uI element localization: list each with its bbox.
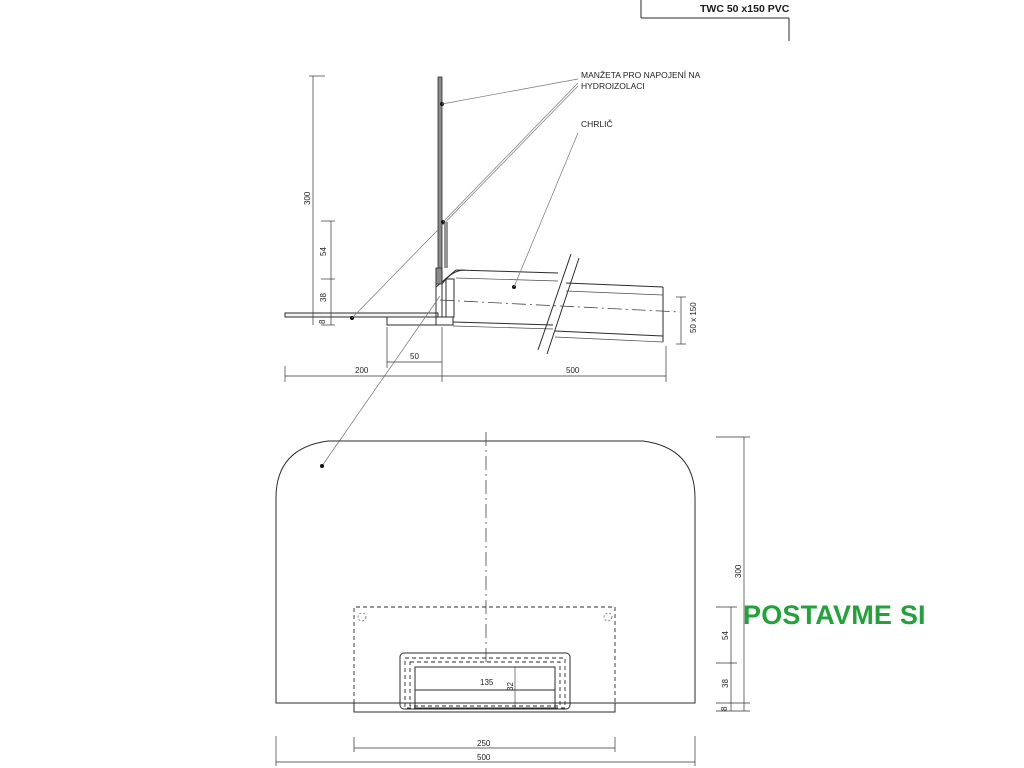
dim-plan-500: 500 xyxy=(477,753,491,762)
dim-plan-54: 54 xyxy=(721,631,730,640)
inner-plate-outline xyxy=(354,607,615,703)
dim-section-500: 500 xyxy=(566,366,580,375)
collar-flange xyxy=(285,313,438,317)
plan-vertical-dimensions xyxy=(716,437,750,711)
dim-section-50: 50 xyxy=(410,352,419,361)
dim-section-38: 38 xyxy=(319,293,328,302)
dim-plan-8: 8 xyxy=(720,706,729,711)
base-plate xyxy=(387,317,453,325)
pipe-axis xyxy=(440,300,680,312)
dim-inner-135: 135 xyxy=(480,678,494,687)
label-collar-line2: HYDROIZOLACI xyxy=(581,81,645,91)
dim-inner-32: 32 xyxy=(506,682,515,691)
collar-outline xyxy=(276,441,695,703)
dim-pipe-size: 50 x 150 xyxy=(689,302,698,333)
pipe-bottom-wall xyxy=(453,322,553,325)
dim-section-300: 300 xyxy=(303,191,312,205)
section-vertical-dimensions xyxy=(303,76,335,325)
section-view xyxy=(285,70,701,466)
outlet-opening xyxy=(415,667,555,708)
plan-view xyxy=(276,432,750,766)
pipe-top-wall xyxy=(456,270,558,273)
break-line xyxy=(538,254,571,350)
plan-horizontal-dimensions xyxy=(276,736,695,766)
product-code: TWC 50 x150 PVC xyxy=(700,3,790,15)
dim-section-200: 200 xyxy=(355,366,369,375)
collar-vertical xyxy=(438,77,442,279)
watermark-logo: POSTAVME SI xyxy=(743,600,926,630)
dim-section-54: 54 xyxy=(319,247,328,256)
dim-plan-38: 38 xyxy=(721,679,730,688)
dim-section-8: 8 xyxy=(318,319,327,324)
dim-plan-250: 250 xyxy=(477,739,491,748)
section-horizontal-dimensions xyxy=(285,327,666,382)
dim-plan-300: 300 xyxy=(734,564,743,578)
pipe-size-dimension xyxy=(676,297,698,344)
label-collar: MANŽETA PRO NAPOJENÍ NA xyxy=(581,70,701,80)
title-block xyxy=(641,0,790,41)
label-spout: CHRLIČ xyxy=(581,119,613,129)
